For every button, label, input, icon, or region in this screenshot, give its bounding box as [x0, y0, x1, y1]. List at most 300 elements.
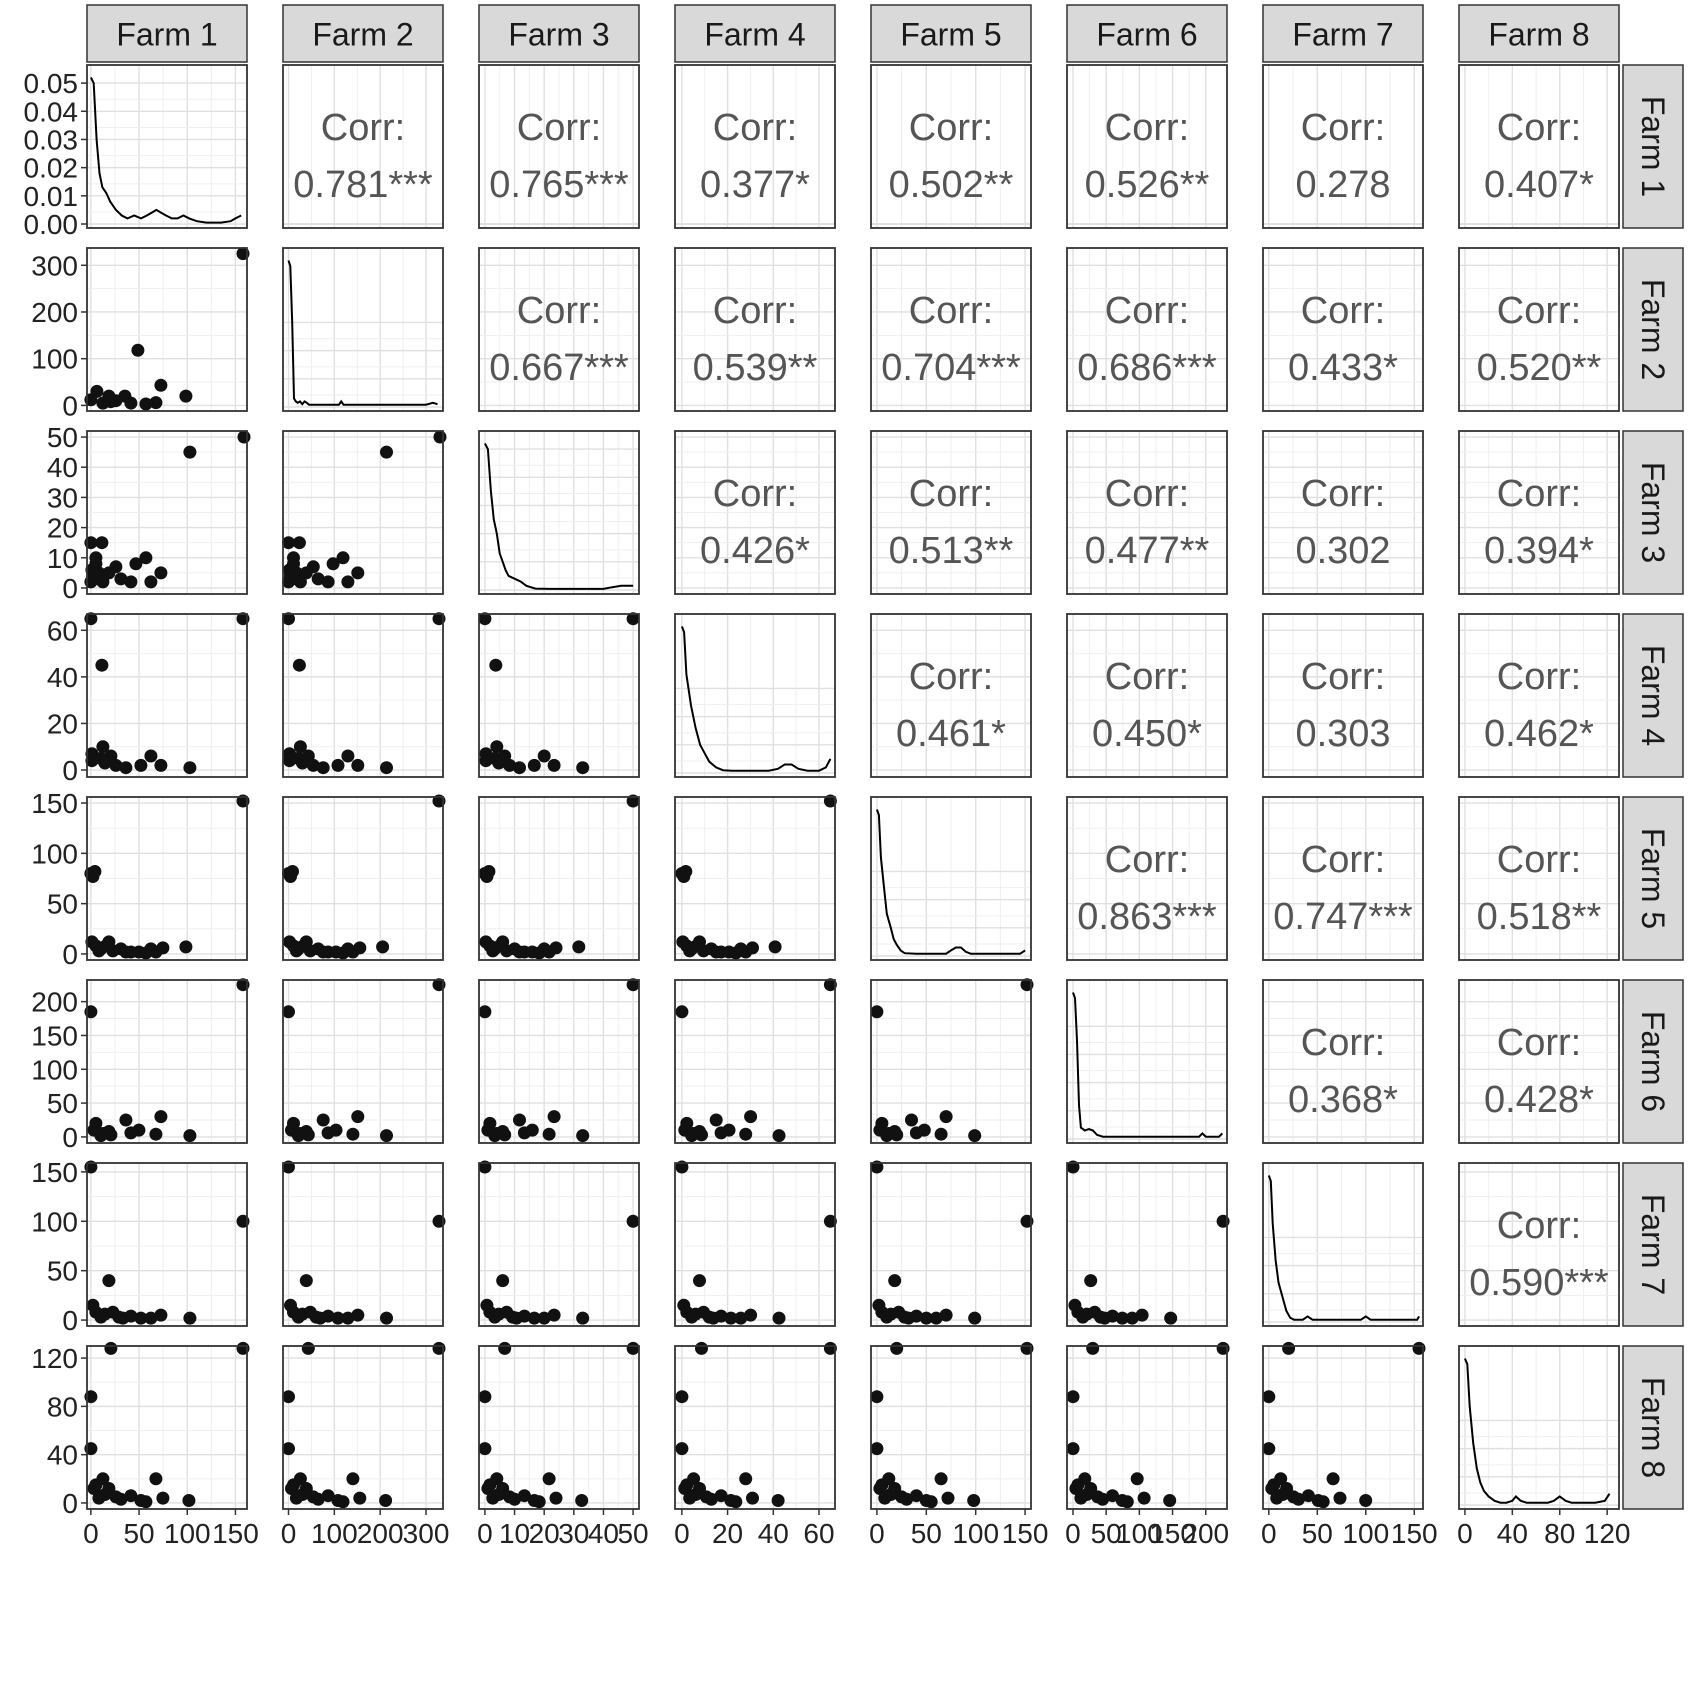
- data-point: [935, 1472, 948, 1485]
- data-point: [149, 1128, 162, 1141]
- data-point: [104, 1128, 117, 1141]
- panel: [84, 247, 249, 411]
- panel: [871, 797, 1031, 960]
- data-point: [870, 1390, 883, 1403]
- panel-background: [675, 614, 835, 777]
- panel: [1263, 431, 1423, 594]
- y-tick-label: 300: [31, 250, 78, 282]
- data-point: [119, 1114, 132, 1127]
- corr-value: 0.863***: [1077, 896, 1217, 938]
- panel-background: [1067, 980, 1227, 1143]
- data-point: [154, 566, 167, 579]
- corr-value: 0.426*: [700, 530, 810, 572]
- data-point: [337, 1495, 350, 1508]
- data-point: [1086, 1342, 1099, 1355]
- row-label: Farm 1: [1635, 95, 1671, 198]
- x-tick-label: 50: [123, 1518, 155, 1549]
- column-strip: [283, 5, 443, 62]
- y-tick-label: 150: [31, 1020, 78, 1052]
- panel-background: [1459, 1346, 1619, 1509]
- y-tick-label: 40: [46, 452, 78, 484]
- panel: [1263, 614, 1423, 777]
- corr-value: 0.302: [1295, 530, 1391, 572]
- panel: [478, 978, 639, 1143]
- data-point: [940, 1110, 953, 1123]
- corr-label: Corr:: [1104, 473, 1190, 515]
- data-point: [1088, 1306, 1101, 1319]
- panel: [478, 795, 639, 961]
- data-point: [715, 1126, 728, 1139]
- data-point: [538, 750, 551, 763]
- data-point: [114, 1493, 127, 1506]
- data-point: [351, 1309, 364, 1322]
- corr-value: 0.520**: [1476, 347, 1602, 389]
- panel: [282, 1161, 446, 1327]
- data-point: [478, 1005, 491, 1018]
- corr-label: Corr:: [1104, 290, 1190, 332]
- data-point: [1084, 1274, 1097, 1287]
- y-tick-label: 0.03: [23, 124, 78, 156]
- corr-label: Corr:: [1496, 656, 1582, 698]
- data-point: [888, 1274, 901, 1287]
- data-point: [104, 1342, 117, 1355]
- y-tick-label: 40: [46, 1439, 78, 1471]
- data-point: [282, 1390, 295, 1403]
- data-point: [478, 1442, 491, 1455]
- x-tick-label: 50: [1090, 1518, 1122, 1549]
- data-point: [322, 1310, 335, 1323]
- corr-label: Corr:: [908, 290, 994, 332]
- data-point: [518, 1310, 531, 1323]
- data-point: [910, 1126, 923, 1139]
- corr-label: Corr:: [1300, 107, 1386, 149]
- panel: [1067, 1342, 1230, 1509]
- y-tick-label: 10: [46, 542, 78, 574]
- panel: [870, 978, 1033, 1143]
- data-point: [238, 431, 251, 444]
- y-tick-label: 0.02: [23, 152, 78, 184]
- panel-background: [1067, 1163, 1227, 1326]
- data-point: [940, 1309, 953, 1322]
- y-tick-label: 0: [62, 1487, 78, 1519]
- column-label: Farm 5: [900, 16, 1002, 53]
- data-point: [900, 1493, 913, 1506]
- corr-value: 0.704***: [881, 347, 1021, 389]
- panel: [1263, 248, 1423, 411]
- data-point: [935, 1128, 948, 1141]
- data-point: [119, 946, 132, 959]
- data-point: [739, 1472, 752, 1485]
- y-tick-label: 0: [62, 1121, 78, 1153]
- corr-label: Corr:: [1496, 107, 1582, 149]
- data-point: [550, 941, 563, 954]
- row-label: Farm 2: [1635, 278, 1671, 381]
- panel: [1263, 980, 1423, 1143]
- row-strip: [1623, 614, 1683, 777]
- data-point: [96, 397, 109, 410]
- panel: [1459, 431, 1619, 594]
- column-strip: [479, 5, 639, 62]
- data-point: [90, 385, 103, 398]
- data-point: [182, 1494, 195, 1507]
- data-point: [156, 941, 169, 954]
- data-point: [705, 1493, 718, 1506]
- y-tick-label: 150: [31, 1156, 78, 1188]
- data-point: [710, 946, 723, 959]
- data-point: [746, 941, 759, 954]
- corr-label: Corr:: [1496, 290, 1582, 332]
- x-tick-label: 200: [1182, 1518, 1230, 1549]
- data-point: [513, 1114, 526, 1127]
- data-point: [322, 575, 335, 588]
- x-tick-label: 0: [869, 1518, 885, 1549]
- data-point: [1121, 1495, 1134, 1508]
- data-point: [183, 761, 196, 774]
- data-point: [496, 1274, 509, 1287]
- data-point: [1067, 1390, 1080, 1403]
- row-label: Farm 7: [1635, 1193, 1671, 1296]
- data-point: [746, 1492, 759, 1505]
- data-point: [317, 761, 330, 774]
- panel: [282, 431, 447, 595]
- panel: [1067, 431, 1227, 594]
- panel: [1067, 65, 1227, 228]
- corr-label: Corr:: [1496, 1022, 1582, 1064]
- row-strip: [1623, 1346, 1683, 1509]
- column-strip: [675, 5, 835, 62]
- data-point: [95, 659, 108, 672]
- x-tick-label: 20: [528, 1518, 560, 1549]
- column-label: Farm 1: [116, 16, 218, 53]
- data-point: [695, 1342, 708, 1355]
- panel: [1459, 1163, 1619, 1326]
- data-point: [1334, 1492, 1347, 1505]
- column-label: Farm 8: [1488, 16, 1590, 53]
- data-point: [1262, 1442, 1275, 1455]
- data-point: [508, 1493, 521, 1506]
- data-point: [773, 1312, 786, 1325]
- panel: [675, 978, 837, 1143]
- corr-label: Corr:: [712, 473, 798, 515]
- x-tick-label: 40: [1496, 1518, 1528, 1549]
- data-point: [627, 1215, 640, 1228]
- x-tick-label: 50: [910, 1518, 942, 1549]
- corr-value: 0.539**: [692, 347, 818, 389]
- data-point: [183, 1129, 196, 1142]
- corr-value: 0.278: [1295, 164, 1391, 206]
- data-point: [884, 1488, 897, 1501]
- panel: [870, 1161, 1033, 1327]
- panel: [1263, 797, 1423, 960]
- data-point: [1282, 1342, 1295, 1355]
- corr-label: Corr:: [1104, 656, 1190, 698]
- column-strip: [1067, 5, 1227, 62]
- data-point: [341, 942, 354, 955]
- data-point: [300, 1274, 313, 1287]
- x-tick-label: 150: [1001, 1518, 1049, 1549]
- x-tick-label: 100: [310, 1518, 358, 1549]
- data-point: [380, 1129, 393, 1142]
- data-point: [905, 1114, 918, 1127]
- data-point: [296, 1488, 309, 1501]
- data-point: [942, 1492, 955, 1505]
- x-tick-label: 10: [498, 1518, 531, 1549]
- corr-label: Corr:: [1300, 473, 1386, 515]
- corr-value: 0.462*: [1484, 713, 1594, 755]
- row-strip: [1623, 65, 1683, 228]
- data-point: [967, 1494, 980, 1507]
- y-tick-label: 100: [31, 1054, 78, 1086]
- data-point: [144, 942, 157, 955]
- panel: [282, 978, 446, 1143]
- corr-label: Corr:: [908, 107, 994, 149]
- data-point: [689, 1488, 702, 1501]
- y-tick-label: 0: [62, 390, 78, 422]
- data-point: [489, 659, 502, 672]
- corr-label: Corr:: [908, 656, 994, 698]
- panel: [871, 248, 1031, 411]
- column-label: Farm 3: [508, 16, 610, 53]
- column-strip: [1459, 5, 1619, 62]
- y-tick-label: 60: [46, 615, 78, 647]
- data-point: [697, 1306, 710, 1319]
- data-point: [346, 1472, 359, 1485]
- x-tick-label: 100: [1342, 1518, 1390, 1549]
- data-point: [729, 1495, 742, 1508]
- panel: [675, 248, 835, 411]
- x-tick-label: 120: [1583, 1518, 1631, 1549]
- x-tick-label: 80: [1544, 1518, 1576, 1549]
- y-tick-label: 50: [46, 888, 78, 920]
- panel: [282, 795, 446, 961]
- data-point: [870, 1005, 883, 1018]
- panel: [283, 248, 443, 411]
- data-point: [341, 750, 354, 763]
- corr-value: 0.428*: [1484, 1079, 1594, 1121]
- data-point: [693, 1274, 706, 1287]
- data-point: [293, 659, 306, 672]
- corr-value: 0.526**: [1084, 164, 1210, 206]
- data-point: [317, 946, 330, 959]
- panel: [871, 65, 1031, 228]
- data-point: [744, 1309, 757, 1322]
- x-tick-label: 0: [1261, 1518, 1277, 1549]
- data-point: [1096, 1493, 1109, 1506]
- x-tick-label: 0: [1457, 1518, 1473, 1549]
- data-point: [543, 1472, 556, 1485]
- panel: [1067, 614, 1227, 777]
- x-tick-label: 0: [674, 1518, 690, 1549]
- x-tick-label: 100: [163, 1518, 211, 1549]
- y-tick-label: 0: [62, 755, 78, 787]
- data-point: [341, 575, 354, 588]
- corr-value: 0.781***: [293, 164, 433, 206]
- panel-background: [1263, 1163, 1423, 1326]
- y-tick-label: 50: [46, 1255, 78, 1287]
- corr-value: 0.686***: [1077, 347, 1217, 389]
- data-point: [124, 1126, 137, 1139]
- data-point: [124, 575, 137, 588]
- panel: [675, 1342, 837, 1509]
- data-point: [1138, 1492, 1151, 1505]
- x-tick-label: 30: [558, 1518, 590, 1549]
- data-point: [302, 1128, 315, 1141]
- corr-label: Corr:: [1300, 1022, 1386, 1064]
- corr-value: 0.518**: [1476, 896, 1602, 938]
- x-tick-label: 150: [1149, 1518, 1196, 1549]
- data-point: [695, 1128, 708, 1141]
- panel: [479, 431, 639, 594]
- column-strip: [1263, 5, 1423, 62]
- corr-value: 0.765***: [489, 164, 629, 206]
- y-tick-label: 0: [62, 1305, 78, 1337]
- data-point: [293, 536, 306, 549]
- data-point: [296, 757, 309, 770]
- row-strip: [1623, 248, 1683, 411]
- data-point: [376, 940, 389, 953]
- data-point: [1136, 1309, 1149, 1322]
- data-point: [715, 1310, 728, 1323]
- y-tick-label: 50: [46, 1088, 78, 1120]
- panel-background: [283, 1163, 443, 1326]
- data-point: [322, 1126, 335, 1139]
- data-point: [498, 1128, 511, 1141]
- data-point: [513, 761, 526, 774]
- column-label: Farm 6: [1096, 16, 1198, 53]
- y-tick-label: 150: [31, 788, 78, 820]
- panel: [84, 1161, 249, 1327]
- data-point: [548, 1110, 561, 1123]
- data-point: [498, 1342, 511, 1355]
- data-point: [1317, 1495, 1330, 1508]
- panel: [1262, 1342, 1425, 1509]
- y-tick-label: 0: [62, 938, 78, 970]
- data-point: [154, 1309, 167, 1322]
- data-point: [1262, 1390, 1275, 1403]
- data-point: [772, 1494, 785, 1507]
- row-label: Farm 4: [1635, 644, 1671, 747]
- data-point: [106, 1306, 119, 1319]
- panel: [675, 1161, 837, 1327]
- corr-label: Corr:: [712, 107, 798, 149]
- data-point: [1327, 1472, 1340, 1485]
- panel: [479, 248, 639, 411]
- data-point: [353, 941, 366, 954]
- data-point: [183, 1312, 196, 1325]
- data-point: [675, 1005, 688, 1018]
- data-point: [294, 575, 307, 588]
- data-point: [769, 940, 782, 953]
- panel: [283, 65, 443, 228]
- corr-value: 0.461*: [896, 713, 1006, 755]
- y-tick-label: 20: [46, 512, 78, 544]
- panel: [1459, 1346, 1619, 1509]
- data-point: [327, 557, 340, 570]
- corr-value: 0.590***: [1469, 1262, 1609, 1304]
- column-label: Farm 2: [312, 16, 414, 53]
- data-point: [134, 759, 147, 772]
- panel: [87, 65, 247, 228]
- data-point: [304, 1306, 317, 1319]
- corr-label: Corr:: [1496, 473, 1582, 515]
- corr-value: 0.747***: [1273, 896, 1413, 938]
- data-point: [528, 759, 541, 772]
- data-point: [282, 1005, 295, 1018]
- row-label: Farm 5: [1635, 827, 1671, 930]
- y-tick-label: 200: [31, 986, 78, 1018]
- x-tick-label: 150: [212, 1518, 259, 1549]
- y-tick-label: 30: [46, 482, 78, 514]
- row-strip: [1623, 980, 1683, 1143]
- data-point: [548, 1309, 561, 1322]
- data-point: [95, 536, 108, 549]
- data-point: [550, 1492, 563, 1505]
- data-point: [890, 1128, 903, 1141]
- panel: [84, 795, 249, 961]
- data-point: [1359, 1494, 1372, 1507]
- data-point: [129, 557, 142, 570]
- data-point: [627, 1342, 640, 1355]
- data-point: [710, 1114, 723, 1127]
- panel: [1459, 614, 1619, 777]
- panel: [478, 1161, 639, 1327]
- data-point: [1292, 1493, 1305, 1506]
- data-point: [179, 390, 192, 403]
- y-tick-label: 0: [62, 572, 78, 604]
- data-point: [925, 1495, 938, 1508]
- data-point: [139, 398, 152, 411]
- corr-label: Corr:: [1496, 1205, 1582, 1247]
- data-point: [870, 1442, 883, 1455]
- y-tick-label: 100: [31, 838, 78, 870]
- row-label: Farm 6: [1635, 1010, 1671, 1113]
- data-point: [734, 942, 747, 955]
- data-point: [353, 1492, 366, 1505]
- y-tick-label: 40: [46, 661, 78, 693]
- panel: [675, 795, 837, 961]
- data-point: [518, 1126, 531, 1139]
- corr-value: 0.502**: [888, 164, 1014, 206]
- data-point: [380, 446, 393, 459]
- data-point: [156, 1492, 169, 1505]
- panel: [1067, 797, 1227, 960]
- panel: [1263, 1163, 1423, 1326]
- data-point: [380, 761, 393, 774]
- y-tick-label: 200: [31, 296, 78, 328]
- panel: [871, 431, 1031, 594]
- data-point: [98, 1488, 111, 1501]
- corr-value: 0.477**: [1084, 530, 1210, 572]
- panel: [871, 614, 1031, 777]
- data-point: [346, 1128, 359, 1141]
- corr-label: Corr:: [1300, 290, 1386, 332]
- x-tick-label: 300: [402, 1518, 450, 1549]
- data-point: [1131, 1472, 1144, 1485]
- data-point: [492, 1488, 505, 1501]
- panel-background: [87, 1163, 247, 1326]
- data-point: [286, 865, 299, 878]
- panel: [675, 614, 835, 777]
- x-tick-label: 20: [711, 1518, 744, 1549]
- data-point: [351, 566, 364, 579]
- data-point: [144, 750, 157, 763]
- data-point: [890, 1342, 903, 1355]
- panel: [84, 431, 250, 595]
- x-tick-label: 60: [803, 1518, 835, 1549]
- data-point: [131, 344, 144, 357]
- data-point: [149, 1472, 162, 1485]
- data-point: [500, 1306, 513, 1319]
